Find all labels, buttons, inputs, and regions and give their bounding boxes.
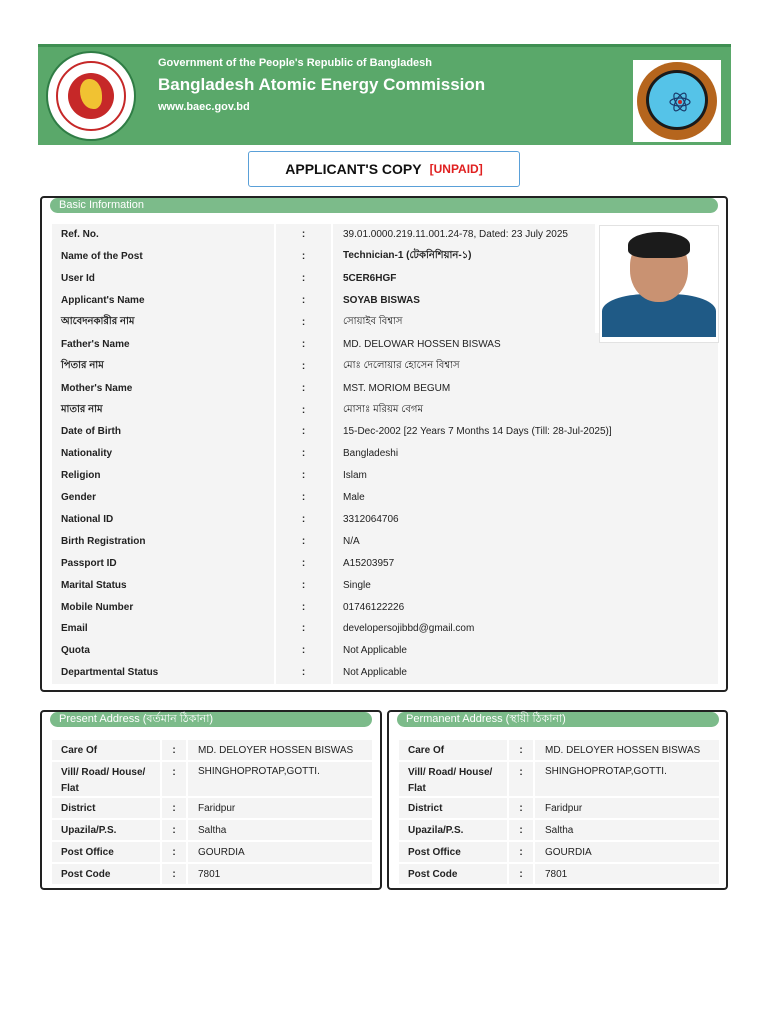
address-label: Vill/ Road/ House/ Flat [399,762,507,796]
government-line: Government of the People's Republic of Bangladesh [158,57,432,69]
info-label: Birth Registration [52,530,274,552]
info-value: 01746122226 [333,596,718,618]
copy-title: APPLICANT'S COPY [285,161,422,177]
info-separator: : [276,443,331,465]
info-row [52,509,718,531]
applicant-photo [599,225,719,343]
address-row [52,740,372,760]
basic-information-section [40,196,728,692]
section-title: Permanent Address (স্থায়ী ঠিকানা) [397,712,719,727]
address-separator: : [509,762,533,796]
applicant-copy-label [248,151,520,187]
address-value: Saltha [535,820,719,840]
info-label: Departmental Status [52,662,274,684]
address-separator: : [162,798,186,818]
info-value: মোঃ দেলোয়ার হোসেন বিশ্বাস [333,355,718,377]
address-row [52,842,372,862]
address-separator: : [509,798,533,818]
payment-status-badge: [UNPAID] [429,162,483,176]
baec-logo [633,60,721,142]
info-value: MST. MORIOM BEGUM [333,377,718,399]
info-label: Gender [52,487,274,509]
info-label: Nationality [52,443,274,465]
page-header [38,44,731,145]
address-label: Post Code [52,864,160,884]
info-separator: : [276,596,331,618]
address-value: Saltha [188,820,372,840]
info-label: Email [52,618,274,640]
address-value: SHINGHOPROTAP,GOTTI. [535,762,719,796]
info-label: National ID [52,509,274,531]
address-row [399,820,719,840]
address-row [399,762,719,796]
info-row [52,421,718,443]
present-address-table [52,740,372,886]
address-label: Post Code [399,864,507,884]
info-label: পিতার নাম [52,355,274,377]
info-label: মাতার নাম [52,399,274,421]
info-separator: : [276,487,331,509]
info-value: A15203957 [333,552,718,574]
address-separator: : [162,842,186,862]
section-title: Present Address (বর্তমান ঠিকানা) [50,712,372,727]
address-label: Care Of [399,740,507,760]
info-separator: : [276,640,331,662]
info-separator: : [276,290,331,312]
info-separator: : [276,312,331,334]
info-row [52,574,718,596]
address-label: Care Of [52,740,160,760]
info-label: Father's Name [52,333,274,355]
info-separator: : [276,377,331,399]
address-label: Post Office [399,842,507,862]
info-row [52,596,718,618]
info-separator: : [276,224,331,246]
info-label: Date of Birth [52,421,274,443]
info-label: Applicant's Name [52,290,274,312]
info-value: Male [333,487,718,509]
info-separator: : [276,465,331,487]
info-value: Islam [333,465,718,487]
address-separator: : [162,762,186,796]
info-separator: : [276,355,331,377]
address-separator: : [509,820,533,840]
address-row [399,798,719,818]
info-separator: : [276,268,331,290]
header-titles [158,57,485,113]
info-value: 5CER6HGF [333,268,595,290]
info-row [52,377,718,399]
info-separator: : [276,509,331,531]
address-value: GOURDIA [188,842,372,862]
info-value: 3312064706 [333,509,718,531]
info-value: সোয়াইব বিশ্বাস [333,312,595,334]
info-label: Passport ID [52,552,274,574]
address-label: Upazila/P.S. [399,820,507,840]
government-seal-logo [46,51,136,141]
info-value: Single [333,574,718,596]
info-label: Marital Status [52,574,274,596]
address-separator: : [162,820,186,840]
address-row [52,820,372,840]
info-separator: : [276,618,331,640]
info-row [52,530,718,552]
address-row [52,762,372,796]
info-value: Bangladeshi [333,443,718,465]
address-value: MD. DELOYER HOSSEN BISWAS [535,740,719,760]
website-link[interactable]: www.baec.gov.bd [158,101,250,113]
address-separator: : [162,740,186,760]
address-separator: : [162,864,186,884]
info-row [52,618,718,640]
address-separator: : [509,864,533,884]
info-separator: : [276,552,331,574]
info-value: Not Applicable [333,662,718,684]
info-separator: : [276,574,331,596]
info-separator: : [276,399,331,421]
info-label: Quota [52,640,274,662]
address-label: Upazila/P.S. [52,820,160,840]
permanent-address-section [387,710,728,890]
info-row [52,465,718,487]
address-value: MD. DELOYER HOSSEN BISWAS [188,740,372,760]
address-value: Faridpur [535,798,719,818]
address-value: 7801 [535,864,719,884]
info-value: 15-Dec-2002 [22 Years 7 Months 14 Days (Till: 28-Jul-2025)] [333,421,718,443]
present-address-section [40,710,382,890]
info-label: আবেদনকারীর নাম [52,312,274,334]
info-label: Name of the Post [52,246,274,268]
address-row [399,864,719,884]
info-label: Mother's Name [52,377,274,399]
address-value: SHINGHOPROTAP,GOTTI. [188,762,372,796]
permanent-address-table [399,740,719,886]
address-separator: : [509,842,533,862]
info-row [52,552,718,574]
info-value: Technician-1 (টেকনিশিয়ান-১) [333,246,595,268]
organization-name: Bangladesh Atomic Energy Commission [158,75,486,94]
atom-icon [669,91,691,113]
address-label: Post Office [52,842,160,862]
address-value: 7801 [188,864,372,884]
address-label: District [399,798,507,818]
info-row [52,443,718,465]
info-separator: : [276,421,331,443]
info-row [52,662,718,684]
info-value: Not Applicable [333,640,718,662]
info-row [52,640,718,662]
info-label: Religion [52,465,274,487]
info-separator: : [276,246,331,268]
address-label: Vill/ Road/ House/ Flat [52,762,160,796]
info-value: SOYAB BISWAS [333,290,595,312]
info-row [52,355,718,377]
address-label: District [52,798,160,818]
address-value: GOURDIA [535,842,719,862]
info-label: Ref. No. [52,224,274,246]
info-value: developersojibbd@gmail.com [333,618,718,640]
info-separator: : [276,530,331,552]
info-row [52,487,718,509]
address-value: Faridpur [188,798,372,818]
info-value: 39.01.0000.219.11.001.24-78, Dated: 23 July 2025 [333,224,595,246]
info-value: N/A [333,530,718,552]
address-row [52,798,372,818]
address-row [52,864,372,884]
address-row [399,740,719,760]
info-row [52,399,718,421]
info-value: মোসাঃ মরিয়ম বেগম [333,399,718,421]
info-separator: : [276,662,331,684]
section-title: Basic Information [50,198,718,213]
address-separator: : [509,740,533,760]
address-row [399,842,719,862]
info-label: Mobile Number [52,596,274,618]
info-label: User Id [52,268,274,290]
info-separator: : [276,333,331,355]
info-value: MD. DELOWAR HOSSEN BISWAS [333,333,718,355]
